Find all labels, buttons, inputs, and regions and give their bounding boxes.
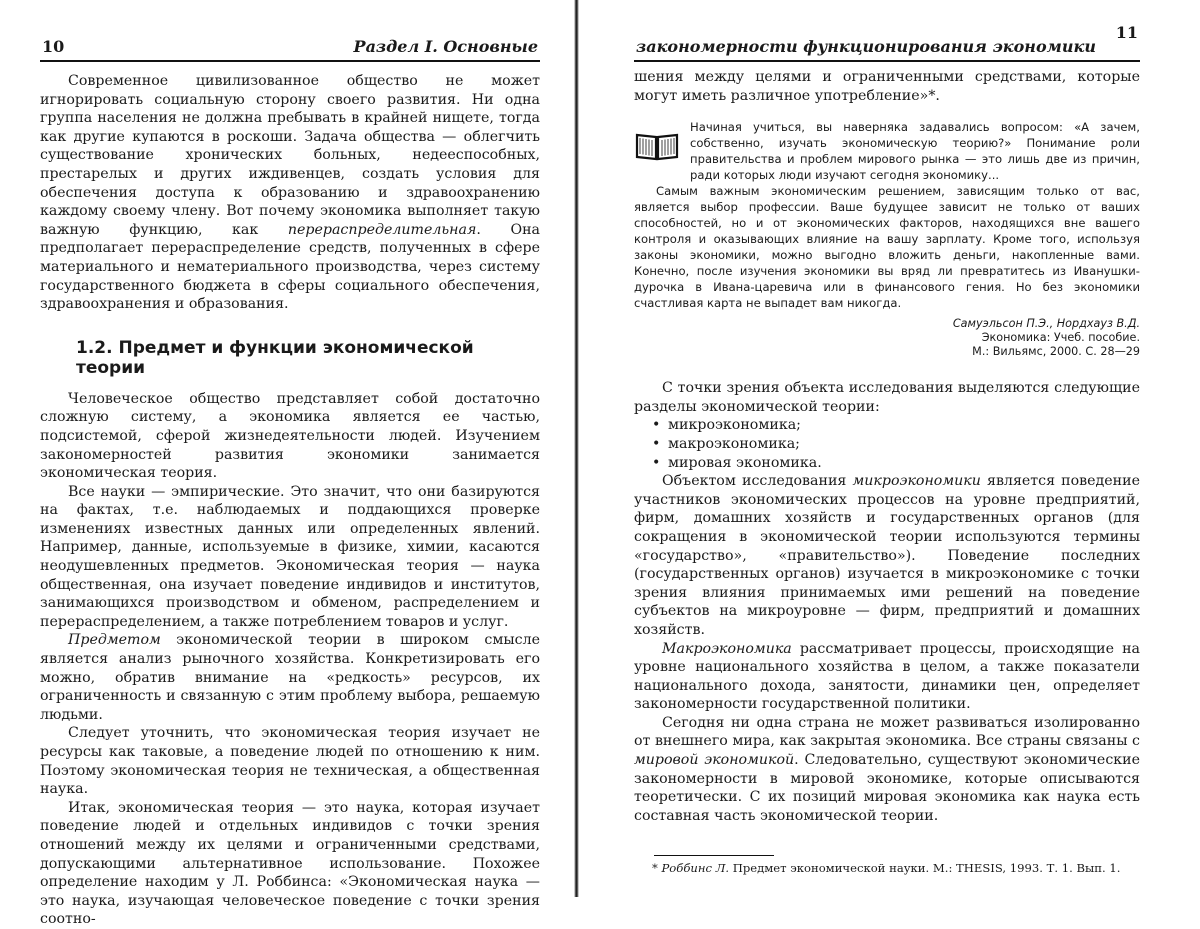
paragraph: Человеческое общество представляет собой достаточно сложную систему, а экономика является ее частью, подсистемой, сферой жизнедеятельности людей. Изучением закономерностей развития экономики занимается экономическая теория.	[40, 390, 540, 482]
paragraph: Сегодня ни одна страна не может развиваться изолированно от внешнего мира, как закрытая экономика. Все страны связаны с мировой экономикой. Следовательно, существуют экономические закономерности в мировой экономике, которые описываются теоретически. С их позиций мировая экономика как наука есть составная часть экономической теории.	[634, 714, 1140, 824]
section-heading: 1.2. Предмет и функции экономической теории	[76, 337, 474, 378]
left-page-body	[40, 72, 540, 929]
list-item: • микроэкономика;	[668, 416, 1140, 435]
page-number: 10	[42, 37, 65, 56]
citation-author: Самуэльсон П.Э., Нордхауз В.Д.	[952, 317, 1140, 331]
sidebar-box	[634, 119, 1140, 359]
paragraph: Объектом исследования микроэкономики является поведение участников экономических процессов на уровне предприятий, фирм, домашних хозяйств и государственных органов (для сокращения в экономической теории используются термины «государство», «правительство»). Поведение последних (государственных органов) изучается в микроэкономике с точки зрения влияния принимаемых ими решений на поведение субъектов на микроуровне — фирм, предприятий и домашних хозяйств.	[634, 473, 1140, 638]
list-item: • мировая экономика.	[668, 454, 1140, 473]
paragraph: С точки зрения объекта исследования выделяются следующие разделы экономической теории:	[634, 380, 1140, 415]
citation-book: Экономика: Учеб. пособие.	[981, 331, 1140, 345]
paragraph: Итак, экономическая теория — это наука, которая изучает поведение людей и отдельных индивидов с точки зрения отношений между их целями и ограниченными средствами, допускающими альтернативное использование. Похожее определение находим у Л. Роббинса: «Экономическая наука — это наука, изучающая человеческое поведение с точки зрения соотно-	[40, 799, 540, 928]
paragraph: Современное цивилизованное общество не может игнорировать социальную сторону своего развития. Ни одна группа населения не должна пребывать в крайней нищете, тогда как другие купаются в роскоши. Задача общества — облегчить существование хронических больных, недееспособных, престарелых и других иждивенцев, создать условия для обеспечения доступа к образованию и здравоохранению каждому своему члену. Вот почему экономика выполняет такую важную функцию, как перераспределительная. Она предполагает перераспределение средств, полученных в сфере материального и нематериального производства, через систему государственного бюджета в сферы социального обеспечения, здравоохранения и образования.	[40, 73, 540, 313]
right-page-header	[634, 0, 1140, 62]
citation	[634, 317, 1140, 359]
left-page	[0, 0, 578, 928]
paragraph: Макроэкономика рассматривает процессы, происходящие на уровне национального хозяйства в целом, а также показатели национального дохода, занятости, динамики цен, определяет закономерности государственной политики.	[634, 640, 1140, 713]
right-page	[578, 0, 1200, 897]
main-text	[634, 379, 1140, 825]
footnote-divider	[654, 855, 774, 856]
sidebar-paragraph: Самым важным экономическим решением, зависящим только от вас, является выбор профессии. Ваше будущее зависит не только от ваших способностей, но и от экономических факторов, находящихся вне вашего контроля и оказывающих влияние на вашу зарплату. Кроме того, используя законы экономики, можно выгодно вложить деньги, накопленные вами. Конечно, после изучения экономики вы вряд ли превратитесь из Иванушки-дурочка в Ивана-царевича или в финансового гения. Но без экономики счастливая карта не выпадет вам никогда.	[634, 184, 1140, 311]
running-title: Раздел I. Основные	[353, 37, 538, 56]
paragraph: Следует уточнить, что экономическая теория изучает не ресурсы как таковые, а поведение людей по отношению к ним. Поэтому экономическая теория не техническая, а общественная наука.	[40, 725, 540, 798]
paragraph: шения между целями и ограниченными средствами, которые могут иметь различное употребление»*.	[634, 69, 1140, 104]
sidebar-intro: Начиная учиться, вы наверняка задавались вопросом: «А зачем, собственно, изучать экономическую теорию?» Понимание роли правительства и проблем мирового рынка — это лишь две из причин, ради которых люди изучают сегодня экономику...	[690, 120, 1140, 183]
right-page-body	[634, 68, 1140, 876]
paragraph: Предметом экономической теории в широком смысле является анализ рыночного хозяйства. Конкретизировать его можно, обратив внимание на «редкость» ресурсов, их ограниченность и связанную с этим проблему выбора, решаемую людьми.	[40, 632, 540, 723]
page-number: 11	[1115, 23, 1138, 42]
paragraph: Все науки — эмпирические. Это значит, что они базируются на фактах, т.е. наблюдаемых и поддающихся проверке изменениях известных данных или определенных явлений. Например, данные, используемые в физике, химии, касаются неодушевленных предметов. Экономическая теория — наука общественная, она изучает поведение индивидов и институтов, занимающихся производством и обменом, распределением и перераспределением, а также потреблением товаров и услуг.	[40, 483, 540, 630]
open-book-icon	[634, 131, 680, 161]
citation-publisher: М.: Вильямс, 2000. С. 28—29	[972, 345, 1140, 359]
footnote: * Роббинс Л. Предмет экономической науки. М.: THESIS, 1993. Т. 1. Вып. 1.	[652, 861, 1121, 876]
running-title: закономерности функционирования экономики	[636, 37, 1096, 56]
list-item: • макроэкономика;	[668, 435, 1140, 454]
left-page-header	[40, 0, 540, 62]
bullet-list	[634, 416, 1140, 472]
